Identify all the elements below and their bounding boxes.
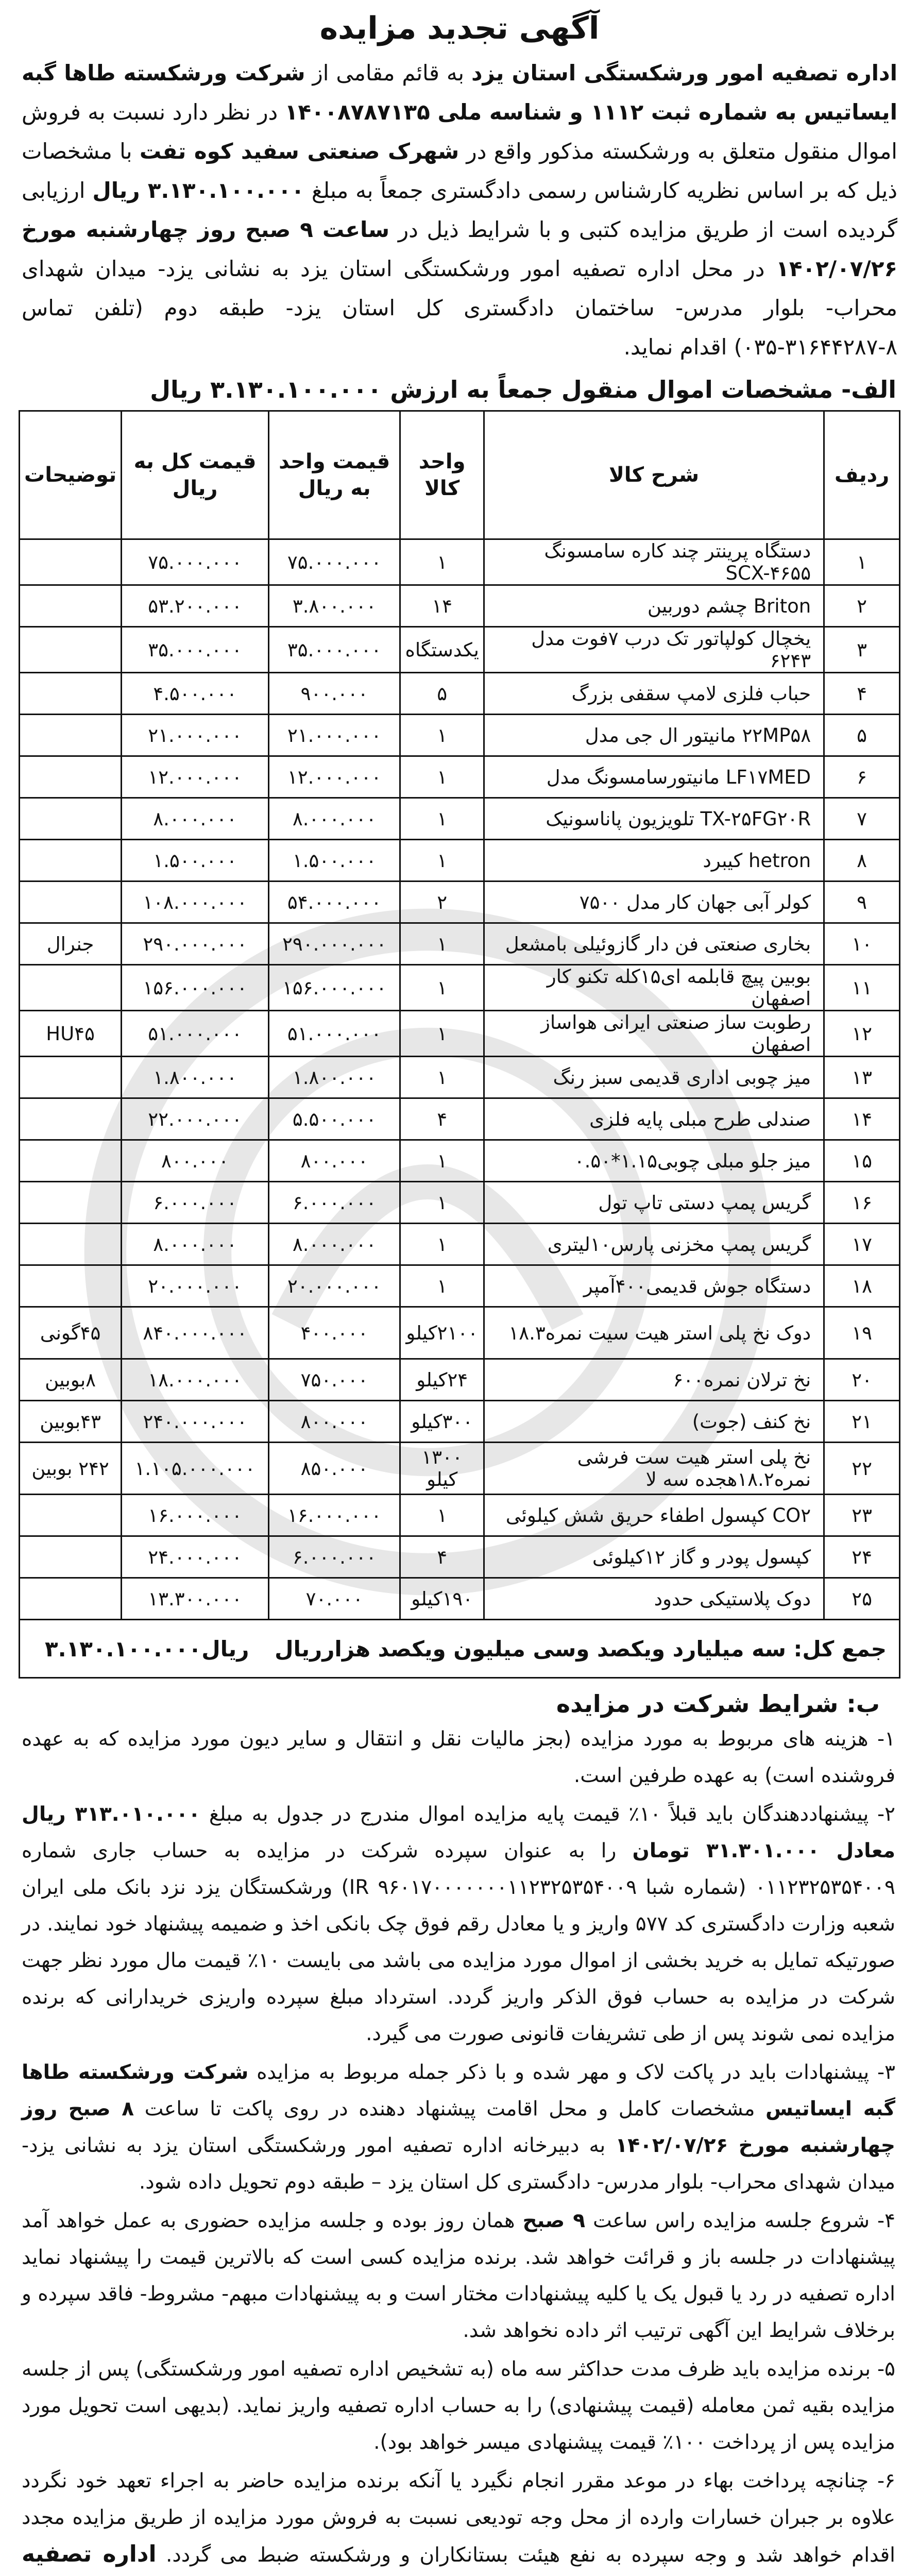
cell-total-price: ۳۵.۰۰۰.۰۰۰ <box>122 627 269 673</box>
table-row <box>20 1443 900 1495</box>
cell-total-price: ۴.۵۰۰.۰۰۰ <box>122 673 269 715</box>
cell-row-number: ۱۸ <box>824 1265 900 1307</box>
cell-total-price: ۱۲.۰۰۰.۰۰۰ <box>122 756 269 798</box>
condition-6 <box>22 2463 895 2576</box>
cell-unit-price: ۸۰۰.۰۰۰ <box>268 1401 400 1443</box>
table-row <box>20 715 900 756</box>
cell-unit-price: ۵۴.۰۰۰.۰۰۰ <box>268 882 400 923</box>
signoff: اداره تصفیه <box>22 2541 157 2567</box>
cell-unit: ۱۴ <box>400 585 484 627</box>
cell-total-price: ۱۶.۰۰۰.۰۰۰ <box>122 1495 269 1536</box>
cell-item-name: ۲۲MP۵۸ مانیتور ال جی مدل <box>484 715 824 756</box>
condition-4-text-a: ۴- شروع جلسه مزایده راس ساعت <box>585 2209 895 2232</box>
cell-unit: ۱ <box>400 1182 484 1224</box>
intro-location: شهرک صنعتی سفید کوه تفت <box>139 139 460 164</box>
condition-4-time: ۹ صبح <box>522 2209 586 2232</box>
table-row <box>20 627 900 673</box>
cell-item-name: نخ ترلان نمره۶۰۰ <box>484 1359 824 1401</box>
condition-3-text-c: به دبیرخانه اداره تصفیه امور ورشکستگی استان یزد به نشانی یزد- میدان شهدای محراب- بلوار مدرس- دادگستری کل استان یزد – طبقه دوم تحویل داده شود. <box>22 2134 895 2194</box>
cell-row-number: ۲۱ <box>824 1401 900 1443</box>
cell-notes: ۸بوبین <box>20 1359 122 1401</box>
cell-total-price: ۶.۰۰۰.۰۰۰ <box>122 1182 269 1224</box>
condition-4 <box>22 2202 895 2349</box>
cell-unit-price: ۵۱.۰۰۰.۰۰۰ <box>268 1011 400 1057</box>
total-cell <box>20 1620 900 1678</box>
table-row <box>20 1578 900 1620</box>
cell-item-name: TX-۲۵FG۲۰R تلویزیون پاناسونیک <box>484 798 824 840</box>
cell-row-number: ۲۰ <box>824 1359 900 1401</box>
cell-unit-price: ۲۹۰.۰۰۰.۰۰۰ <box>268 923 400 965</box>
cell-unit: ۱ <box>400 965 484 1011</box>
cell-notes <box>20 1224 122 1265</box>
cell-unit-price: ۲۱.۰۰۰.۰۰۰ <box>268 715 400 756</box>
cell-total-price: ۲۱.۰۰۰.۰۰۰ <box>122 715 269 756</box>
cell-row-number: ۱ <box>824 539 900 585</box>
table-header-row <box>20 411 900 539</box>
cell-total-price: ۱۰۸.۰۰۰.۰۰۰ <box>122 882 269 923</box>
cell-row-number: ۱۰ <box>824 923 900 965</box>
table-row <box>20 1495 900 1536</box>
cell-item-name: دستگاه پرینتر چند کاره سامسونگ SCX-۴۶۵۵ <box>484 539 824 585</box>
condition-3-text-a: ۳- پیشنهادات باید در پاکت لاک و مهر شده و با ذکر جمله مربوط به مزایده <box>248 2061 895 2084</box>
cell-total-price: ۲۹۰.۰۰۰.۰۰۰ <box>122 923 269 965</box>
cell-unit-price: ۸.۰۰۰.۰۰۰ <box>268 1224 400 1265</box>
cell-item-name: کپسول پودر و گاز ۱۲کیلوئی <box>484 1536 824 1578</box>
cell-notes <box>20 965 122 1011</box>
cell-notes <box>20 1182 122 1224</box>
cell-notes <box>20 1495 122 1536</box>
cell-item-name: میز چوبی اداری قدیمی سبز رنگ <box>484 1057 824 1098</box>
condition-4-text-b: همان روز بوده و جلسه مزایده حضوری به عمل خواهد آمد پیشنهادات در جلسه باز و قرائت خواهد شد. برنده مزایده کسی است که بالاترین قیمت را پیشنهاد نماید اداره تصفیه در رد یا قبول یک یا کلیه پیشنهادات مختار است و به پیشنهادات مبهم- مشروط- فاقد سپرده و برخلاف شرایط این آگهی ترتیب اثر داده نخواهد شد. <box>22 2209 895 2342</box>
condition-6-text: ۶- چنانچه پرداخت بهاء در موعد مقرر انجام نگیرد یا آنکه برنده مزایده حاضر به اجراء تعهد خود نگردد علاوه بر جبران خسارات وارده از محل وجه تودیعی نسبت به فروش مورد مزایده از طریق مزایده مجدد اقدام خواهد شد و وجه سپرده به نفع هیئت بستانکاران و ورشکسته ضبط می گردد. <box>22 2469 895 2567</box>
table-row <box>20 1098 900 1140</box>
cell-total-price: ۷۵.۰۰۰.۰۰۰ <box>122 539 269 585</box>
cell-notes <box>20 585 122 627</box>
cell-row-number: ۵ <box>824 715 900 756</box>
header-total-price: قیمت کل به ریال <box>122 411 269 539</box>
cell-unit-price: ۷۰.۰۰۰ <box>268 1578 400 1620</box>
cell-unit: ۲ <box>400 882 484 923</box>
header-unit: واحد کالا <box>400 411 484 539</box>
cell-unit: ۴ <box>400 1098 484 1140</box>
cell-unit: ۱ <box>400 715 484 756</box>
cell-unit: ۱۳۰۰ کیلو <box>400 1443 484 1495</box>
table-row <box>20 798 900 840</box>
cell-unit-price: ۱.۸۰۰.۰۰۰ <box>268 1057 400 1098</box>
cell-item-name: یخچال کولپاتور تک درب ۷فوت مدل ۶۲۴۳ <box>484 627 824 673</box>
cell-notes <box>20 882 122 923</box>
cell-item-name: بخاری صنعتی فن دار گازوئیلی بامشعل <box>484 923 824 965</box>
cell-item-name: Briton چشم دوربین <box>484 585 824 627</box>
cell-total-price: ۱۸.۰۰۰.۰۰۰ <box>122 1359 269 1401</box>
cell-notes <box>20 798 122 840</box>
cell-notes <box>20 756 122 798</box>
cell-item-name: نخ پلی استر هیت ست فرشی نمره۱۸.۲هجده سه لا <box>484 1443 824 1495</box>
cell-unit-price: ۷۵۰.۰۰۰ <box>268 1359 400 1401</box>
cell-row-number: ۱۱ <box>824 965 900 1011</box>
cell-unit-price: ۸.۰۰۰.۰۰۰ <box>268 798 400 840</box>
conditions-list <box>22 1721 895 2576</box>
items-table <box>19 410 900 1679</box>
cell-item-name: صندلی طرح مبلی پایه فلزی <box>484 1098 824 1140</box>
cell-row-number: ۱۵ <box>824 1140 900 1182</box>
cell-row-number: ۱۷ <box>824 1224 900 1265</box>
intro-text-5: در محل اداره تصفیه امور ورشکستگی استان یزد به نشانی یزد- میدان شهدای محراب- بلوار مدرس- ساختمان دادگستری کل استان یزد- طبقه دوم (تلفن تماس ۸-۳۱۶۴۴۲۸۷-۰۳۵) اقدام نماید. <box>22 256 897 360</box>
cell-row-number: ۱۴ <box>824 1098 900 1140</box>
condition-5: ۵- برنده مزایده باید ظرف مدت حداکثر سه ماه (به تشخیص اداره تصفیه امور ورشکستگی) پس از جلسه مزایده بقیه ثمن معامله (قیمت پیشنهادی) را به حساب اداره تصفیه واریز نماید. (بدیهی است تحویل مورد مزایده پس از پرداخت ۱۰۰٪ قیمت پیشنهادی میسر خواهد بود). <box>22 2358 895 2454</box>
table-row <box>20 585 900 627</box>
cell-unit-price: ۵.۵۰۰.۰۰۰ <box>268 1098 400 1140</box>
cell-unit: ۱ <box>400 1140 484 1182</box>
cell-unit: ۱ <box>400 539 484 585</box>
cell-total-price: ۲۲.۰۰۰.۰۰۰ <box>122 1098 269 1140</box>
cell-item-name: hetron کیبرد <box>484 840 824 882</box>
condition-2 <box>22 1796 895 2052</box>
cell-notes: HU۴۵ <box>20 1011 122 1057</box>
cell-unit-price: ۸۵۰.۰۰۰ <box>268 1443 400 1495</box>
cell-item-name: حباب فلزی لامپ سقفی بزرگ <box>484 673 824 715</box>
intro-text-4: ارزیابی گردیده است از طریق مزایده کتبی و با شرایط ذیل در <box>22 178 897 242</box>
cell-item-name: بوبین پیچ قابلمه ای۱۵کله تکنو کار اصفهان <box>484 965 824 1011</box>
cell-total-price: ۱۵۶.۰۰۰.۰۰۰ <box>122 965 269 1011</box>
cell-item-name: CO۲ کپسول اطفاء حریق شش کیلوئی <box>484 1495 824 1536</box>
cell-unit-price: ۸۰۰.۰۰۰ <box>268 1140 400 1182</box>
table-row <box>20 1536 900 1578</box>
cell-item-name: گریس پمپ مخزنی پارس۱۰لیتری <box>484 1224 824 1265</box>
cell-row-number: ۱۲ <box>824 1011 900 1057</box>
cell-row-number: ۲۵ <box>824 1578 900 1620</box>
cell-notes: ۴۵گونی <box>20 1307 122 1359</box>
cell-unit: ۱۹۰کیلو <box>400 1578 484 1620</box>
table-row <box>20 1140 900 1182</box>
cell-notes <box>20 1098 122 1140</box>
intro-text-1: به قائم مقامی از <box>305 60 471 86</box>
intro-datetime: ساعت ۹ صبح روز چهارشنبه مورخ ۱۴۰۲/۰۷/۲۶ <box>22 217 897 281</box>
cell-row-number: ۱۶ <box>824 1182 900 1224</box>
cell-notes <box>20 1140 122 1182</box>
table-row <box>20 1401 900 1443</box>
condition-2-text-b: را به عنوان سپرده شرکت در مزایده به حساب جاری شماره ۰۱۱۲۳۲۵۳۵۴۰۰۹ (شماره شبا IR ۹۶۰۱۷۰۰۰۰۰۰۰۱۱۲۳۲۵۳۵۴۰۰۹) ورشکستگان یزد نزد بانک ملی ایران شعبه وزارت دادگستری کد ۵۷۷ واریز و یا معادل رقم فوق چک بانکی اخذ و ضمیمه پیشنهاد خود نمایند. در صورتیکه تمایل به خرید بخشی از اموال مورد مزایده می باشد می بایست ۱۰٪ قیمت مال مورد نظر جهت شرکت در مزایده به حساب فوق الذکر واریز گردد. استرداد مبلغ سپرده واریزی خریدارانی که برنده مزایده نمی شوند پس از طی تشریفات قانونی صورت می گیرد. <box>22 1839 896 2045</box>
cell-item-name: میز جلو مبلی چوبی۱.۱۵*۰.۵۰ <box>484 1140 824 1182</box>
cell-unit: ۱ <box>400 840 484 882</box>
header-notes: توضیحات <box>20 411 122 539</box>
cell-total-price: ۸۰۰.۰۰۰ <box>122 1140 269 1182</box>
condition-2-deposit: ۳۱۳.۰۱۰.۰۰۰ ریال معادل ۳۱.۳۰۱.۰۰۰ تومان <box>22 1803 895 1862</box>
intro-appraisal: ۳.۱۳۰.۱۰۰.۰۰۰ ریال <box>92 178 304 203</box>
cell-notes <box>20 1536 122 1578</box>
cell-notes <box>20 1057 122 1098</box>
section-b-title: ب: شرایط شرکت در مزایده <box>556 1690 880 1718</box>
cell-unit-price: ۶.۰۰۰.۰۰۰ <box>268 1536 400 1578</box>
table-row <box>20 965 900 1011</box>
cell-item-name: کولر آبی جهان کار مدل ۷۵۰۰ <box>484 882 824 923</box>
table-row <box>20 840 900 882</box>
total-row <box>20 1620 900 1678</box>
cell-total-price: ۱.۸۰۰.۰۰۰ <box>122 1057 269 1098</box>
cell-row-number: ۲۲ <box>824 1443 900 1495</box>
cell-row-number: ۷ <box>824 798 900 840</box>
cell-total-price: ۵۱.۰۰۰.۰۰۰ <box>122 1011 269 1057</box>
notice-title: آگهی تجدید مزایده <box>319 10 600 46</box>
cell-unit-price: ۷۵.۰۰۰.۰۰۰ <box>268 539 400 585</box>
cell-unit-price: ۱۵۶.۰۰۰.۰۰۰ <box>268 965 400 1011</box>
cell-unit: ۱ <box>400 1057 484 1098</box>
total-label: جمع کل: سه میلیارد ویکصد وسی میلیون ویکصد هزارریال <box>275 1636 887 1662</box>
condition-3-company: شرکت ورشکسته طاها گبه ایساتیس <box>22 2061 895 2121</box>
table-row <box>20 1057 900 1098</box>
cell-row-number: ۴ <box>824 673 900 715</box>
cell-total-price: ۱.۵۰۰.۰۰۰ <box>122 840 269 882</box>
cell-total-price: ۸۴۰.۰۰۰.۰۰۰ <box>122 1307 269 1359</box>
cell-notes: جنرال <box>20 923 122 965</box>
cell-total-price: ۱۳.۳۰۰.۰۰۰ <box>122 1578 269 1620</box>
cell-total-price: ۲۰.۰۰۰.۰۰۰ <box>122 1265 269 1307</box>
cell-row-number: ۶ <box>824 756 900 798</box>
intro-office: اداره تصفیه امور ورشکستگی استان یزد <box>471 60 897 86</box>
header-item-name: شرح کالا <box>484 411 824 539</box>
cell-unit: ۲۱۰۰کیلو <box>400 1307 484 1359</box>
cell-unit-price: ۱.۵۰۰.۰۰۰ <box>268 840 400 882</box>
intro-text-2: در نظر دارد نسبت به فروش اموال منقول متعلق به ورشکسته مذکور واقع در <box>22 99 897 164</box>
cell-unit-price: ۳۵.۰۰۰.۰۰۰ <box>268 627 400 673</box>
cell-item-name: گریس پمپ دستی تاپ تول <box>484 1182 824 1224</box>
cell-unit-price: ۴۰۰.۰۰۰ <box>268 1307 400 1359</box>
header-row-number: ردیف <box>824 411 900 539</box>
cell-unit-price: ۱۶.۰۰۰.۰۰۰ <box>268 1495 400 1536</box>
total-amount: ۳.۱۳۰.۱۰۰.۰۰۰ریال <box>45 1636 249 1662</box>
cell-item-name: نخ کنف (جوت) <box>484 1401 824 1443</box>
cell-total-price: ۵۳.۲۰۰.۰۰۰ <box>122 585 269 627</box>
table-row <box>20 673 900 715</box>
table-row <box>20 1224 900 1265</box>
cell-unit: یکدستگاه <box>400 627 484 673</box>
cell-row-number: ۳ <box>824 627 900 673</box>
cell-unit-price: ۶.۰۰۰.۰۰۰ <box>268 1182 400 1224</box>
intro-text-3: با مشخصات ذیل که بر اساس نظریه کارشناس رسمی دادگستری جمعاً به مبلغ <box>22 139 897 203</box>
cell-total-price: ۲۴۰.۰۰۰.۰۰۰ <box>122 1401 269 1443</box>
cell-total-price: ۲۴.۰۰۰.۰۰۰ <box>122 1536 269 1578</box>
items-table-body <box>20 539 900 1620</box>
cell-row-number: ۱۳ <box>824 1057 900 1098</box>
table-row <box>20 882 900 923</box>
cell-unit: ۱ <box>400 1224 484 1265</box>
condition-2-text-a: ۲- پیشنهاددهندگان باید قبلاً ۱۰٪ قیمت پایه مزایده اموال مندرج در جدول به مبلغ <box>200 1803 895 1826</box>
condition-3 <box>22 2054 895 2200</box>
table-row <box>20 1182 900 1224</box>
intro-paragraph <box>22 54 897 367</box>
cell-row-number: ۹ <box>824 882 900 923</box>
cell-item-name: دستگاه جوش قدیمی۴۰۰آمپر <box>484 1265 824 1307</box>
cell-notes <box>20 1265 122 1307</box>
table-row <box>20 1359 900 1401</box>
cell-row-number: ۸ <box>824 840 900 882</box>
cell-notes <box>20 840 122 882</box>
cell-unit-price: ۱۲.۰۰۰.۰۰۰ <box>268 756 400 798</box>
cell-unit-price: ۹۰۰.۰۰۰ <box>268 673 400 715</box>
cell-notes: ۴۳بوبین <box>20 1401 122 1443</box>
cell-total-price: ۸.۰۰۰.۰۰۰ <box>122 798 269 840</box>
cell-notes <box>20 539 122 585</box>
table-row <box>20 923 900 965</box>
cell-notes <box>20 1578 122 1620</box>
table-row <box>20 1011 900 1057</box>
cell-unit: ۲۴کیلو <box>400 1359 484 1401</box>
cell-row-number: ۲۳ <box>824 1495 900 1536</box>
cell-unit: ۵ <box>400 673 484 715</box>
condition-1: ۱- هزینه های مربوط به مورد مزایده (بجز مالیات نقل و انتقال و سایر دیون مورد مزایده که به عهده فروشنده است) به عهده طرفین است. <box>22 1727 895 1787</box>
cell-notes <box>20 715 122 756</box>
table-row <box>20 1265 900 1307</box>
cell-notes <box>20 673 122 715</box>
cell-notes: ۲۴۲ بوبین <box>20 1443 122 1495</box>
cell-row-number: ۲۴ <box>824 1536 900 1578</box>
cell-unit: ۱ <box>400 1265 484 1307</box>
condition-3-deadline: ۸ صبح روز چهارشنبه مورخ ۱۴۰۲/۰۷/۲۶ <box>22 2097 896 2157</box>
cell-item-name: دوک پلاستیکی حدود <box>484 1578 824 1620</box>
table-row <box>20 756 900 798</box>
cell-unit: ۱ <box>400 756 484 798</box>
cell-item-name: LF۱۷MED مانیتورسامسونگ مدل <box>484 756 824 798</box>
cell-unit: ۱ <box>400 923 484 965</box>
cell-unit: ۱ <box>400 1495 484 1536</box>
cell-unit: ۱ <box>400 1011 484 1057</box>
cell-total-price: ۸.۰۰۰.۰۰۰ <box>122 1224 269 1265</box>
cell-unit: ۴ <box>400 1536 484 1578</box>
cell-unit-price: ۲۰.۰۰۰.۰۰۰ <box>268 1265 400 1307</box>
cell-notes <box>20 627 122 673</box>
table-row <box>20 539 900 585</box>
cell-item-name: رطوبت ساز صنعتی ایرانی هواساز اصفهان <box>484 1011 824 1057</box>
cell-unit-price: ۳.۸۰۰.۰۰۰ <box>268 585 400 627</box>
cell-unit: ۳۰۰کیلو <box>400 1401 484 1443</box>
condition-3-text-b: مشخصات کامل و محل اقامت پیشنهاد دهنده در روی پاکت تا ساعت <box>134 2097 765 2121</box>
cell-row-number: ۲ <box>824 585 900 627</box>
cell-total-price: ۱.۱۰۵.۰۰۰.۰۰۰ <box>122 1443 269 1495</box>
header-unit-price: قیمت واحد به ریال <box>268 411 400 539</box>
cell-item-name: دوک نخ پلی استر هیت سیت نمره۱۸.۳ <box>484 1307 824 1359</box>
table-row <box>20 1307 900 1359</box>
section-a-title: الف- مشخصات اموال منقول جمعاً به ارزش ۳.۱۳۰.۱۰۰.۰۰۰ ریال <box>150 376 896 403</box>
cell-row-number: ۱۹ <box>824 1307 900 1359</box>
intro-company: شرکت ورشکسته طاها گبه ایساتیس به شماره ثبت ۱۱۱۲ و شناسه ملی ۱۴۰۰۸۷۸۷۱۳۵ <box>22 60 897 125</box>
cell-unit: ۱ <box>400 798 484 840</box>
